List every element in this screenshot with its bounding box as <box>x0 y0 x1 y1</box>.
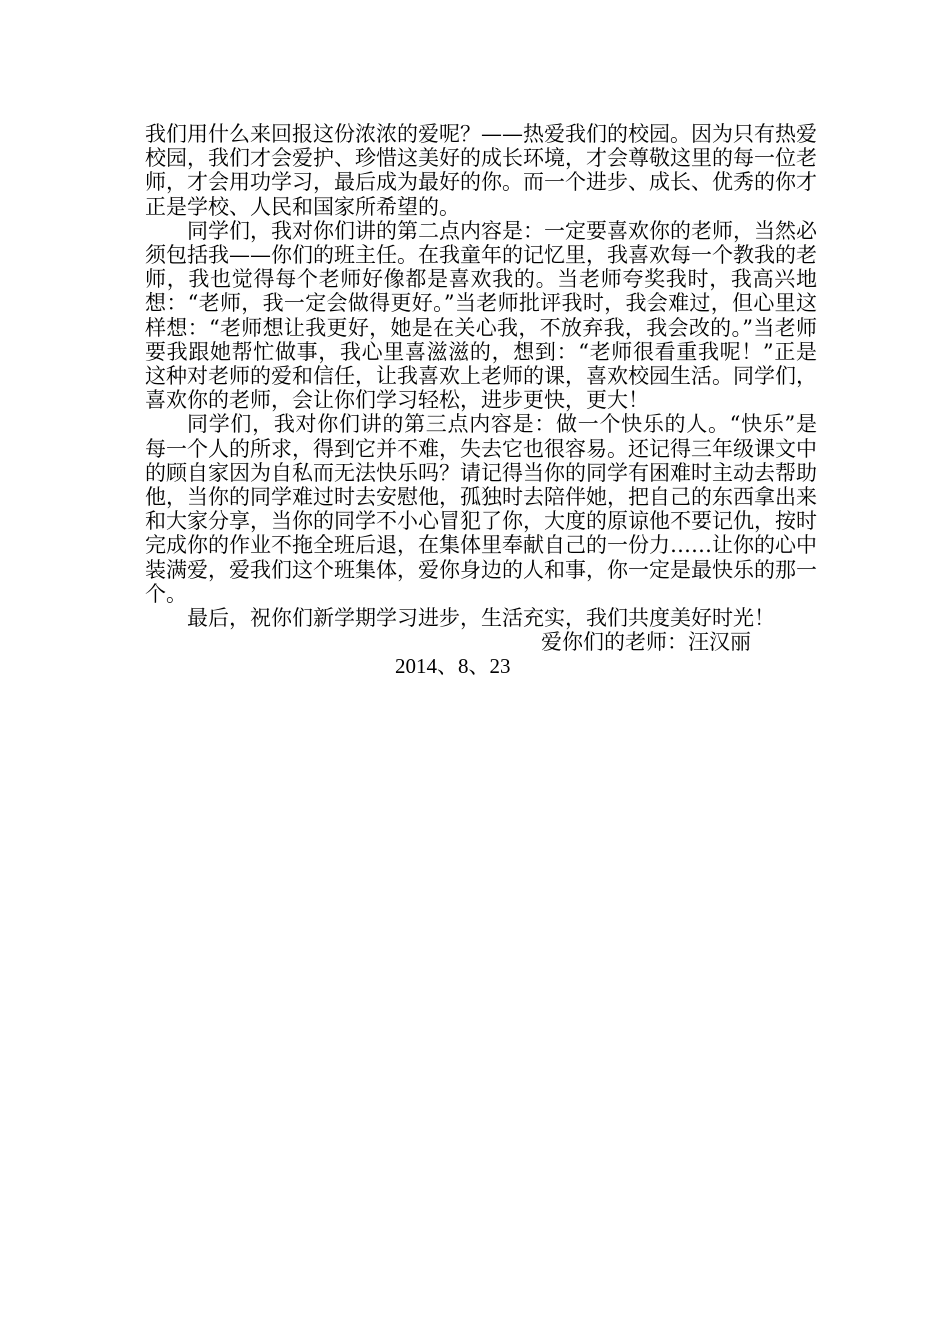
date: 2014、8、23 <box>395 654 511 679</box>
paragraph-1: 我们用什么来回报这份浓浓的爱呢？——热爱我们的校园。因为只有热爱校园，我们才会爱护、珍惜这美好的成长环境，才会尊敬这里的每一位老师，才会用功学习，最后成为最好的你。而一个进步、成长、优秀的你才正是学校、人民和国家所希望的。 <box>145 122 817 219</box>
paragraph-3: 同学们，我对你们讲的第三点内容是：做一个快乐的人。“快乐”是每一个人的所求，得到它并不难，失去它也很容易。还记得三年级课文中的顾自家因为自私而无法快乐吗？请记得当你的同学有困难时主动去帮助他，当你的同学难过时去安慰他，孤独时去陪伴她，把自己的东西拿出来和大家分享，当你的同学不小心冒犯了你，大度的原谅他不要记仇，按时完成你的作业不拖全班后退，在集体里奉献自己的一份力……让你的心中装满爱，爱我们这个班集体，爱你身边的人和事，你一定是最快乐的那一个。 <box>145 412 817 606</box>
paragraph-2: 同学们，我对你们讲的第二点内容是：一定要喜欢你的老师，当然必须包括我——你们的班主任。在我童年的记忆里，我喜欢每一个教我的老师，我也觉得每个老师好像都是喜欢我的。当老师夸奖我时，我高兴地想：“老师，我一定会做得更好。”当老师批评我时，我会难过，但心里这样想：“老师想让我更好，她是在关心我，不放弃我，我会改的。”当老师要我跟她帮忙做事，我心里喜滋滋的，想到：“老师很看重我呢！”正是这种对老师的爱和信任，让我喜欢上老师的课，喜欢校园生活。同学们，喜欢你的老师，会让你们学习轻松，进步更快，更大！ <box>145 218 817 413</box>
paragraph-4: 最后，祝你们新学期学习进步，生活充实，我们共度美好时光！ <box>187 606 775 631</box>
letter-body <box>145 122 817 679</box>
signature: 爱你们的老师：汪汉丽 <box>541 630 751 655</box>
